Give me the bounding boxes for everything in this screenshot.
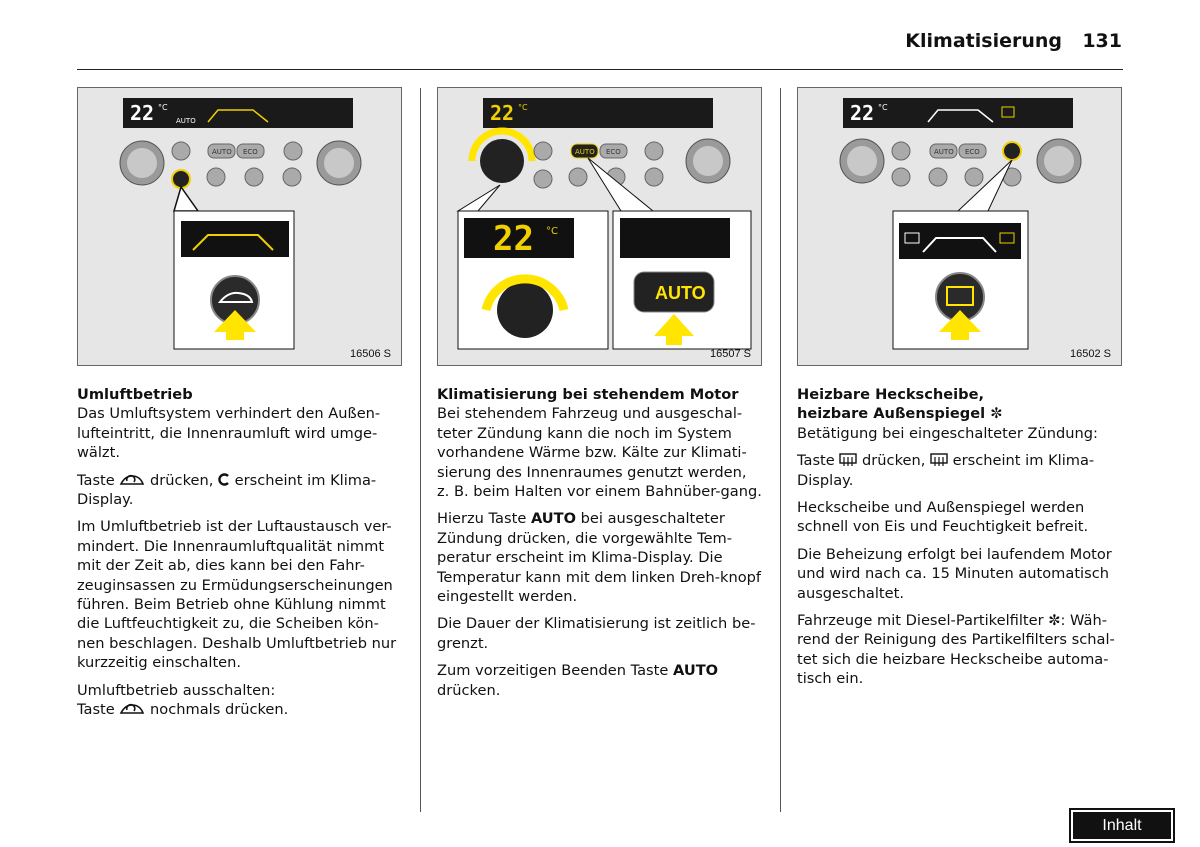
section-heading: Klimatisierung bei stehendem Motor	[437, 386, 739, 403]
rear-window-heating-icon	[930, 453, 948, 467]
figure-code: 16507 S	[710, 348, 751, 360]
svg-text:°C: °C	[158, 103, 168, 112]
svg-text:22: 22	[850, 101, 875, 125]
svg-text:°C: °C	[518, 103, 528, 112]
svg-text:22: 22	[490, 101, 515, 125]
svg-text:ECO: ECO	[965, 148, 980, 156]
svg-text:°C: °C	[546, 226, 558, 237]
svg-text:22: 22	[493, 219, 534, 259]
rear-window-heating-icon	[839, 453, 857, 467]
contents-button[interactable]: Inhalt	[1069, 808, 1175, 843]
paragraph: Hierzu Taste AUTO bei ausgeschalteter Zündung drücken, die vorgewählte Tem-peratur erscheint im Klima-Display. Die Temperatur kann mit dem linken Dreh-knopf eingestellt werden.	[437, 510, 762, 606]
paragraph: Betätigung bei eingeschalteter Zündung:	[797, 424, 1098, 442]
page-number: 131	[1082, 30, 1122, 52]
paragraph: Taste drücken, erscheint im Klima-Display.	[77, 471, 377, 509]
paragraph: Die Dauer der Klimatisierung ist zeitlich be-grenzt.	[437, 615, 756, 652]
svg-text:AUTO: AUTO	[934, 148, 954, 156]
svg-text:AUTO: AUTO	[212, 148, 232, 156]
svg-text:ECO: ECO	[606, 148, 621, 156]
figure-code: 16506 S	[350, 348, 391, 360]
section-heading: heizbare Außenspiegel ✼	[797, 405, 1003, 423]
paragraph: Im Umluftbetrieb ist der Luftaustausch ver-mindert. Die Innenraumluftqualität nimmt mit der Zeit ab, dies kann bei den Fahr-zeuginsassen zu Ermüdungserscheinungen führen. Beim Betrieb ohne Kühlung nimmt die Luftfeuchtigkeit zu, die Scheiben kön-nen beschlagen. Deshalb Umluftbetrieb nur kurzzeitig einschalten.	[77, 518, 397, 672]
paragraph: Heckscheibe und Außenspiegel werden schnell von Eis und Feuchtigkeit befreit.	[797, 499, 1089, 536]
recirculation-symbol-icon	[218, 473, 230, 487]
paragraph: Taste drücken, erscheint im Klima-Display.	[797, 452, 1095, 489]
column-recirculation	[77, 385, 402, 728]
paragraph: Fahrzeuge mit Diesel-Partikelfilter ✼: Wäh-rend der Reinigung des Partikelfilters schal-tet sich die heizbare Heckscheibe automa-tisch ein.	[797, 612, 1115, 688]
paragraph: Die Beheizung erfolgt bei laufendem Motor und wird nach ca. 15 Minuten automatisch ausgeschaltet.	[797, 545, 1112, 602]
section-heading: Heizbare Heckscheibe,	[797, 386, 985, 403]
figure-heated-window	[797, 87, 1122, 366]
svg-text:AUTO: AUTO	[575, 148, 595, 156]
figure-auto-standing	[437, 87, 762, 366]
figure-recirculation	[77, 87, 402, 366]
svg-text:ECO: ECO	[243, 148, 258, 156]
display-temp: 22	[130, 101, 155, 125]
column-divider	[420, 88, 421, 812]
recirculation-button-icon	[119, 702, 145, 716]
header-rule	[77, 69, 1123, 70]
chapter-title: Klimatisierung	[905, 30, 1062, 52]
column-heated-window	[797, 385, 1122, 697]
paragraph: Umluftbetrieb ausschalten: Taste nochmals drücken.	[77, 681, 289, 719]
column-auto-standing	[437, 385, 762, 708]
optional-equipment-icon: ✼	[1048, 612, 1061, 630]
figure-code: 16502 S	[1070, 348, 1111, 360]
paragraph: Zum vorzeitigen Beenden Taste AUTO drücken.	[437, 662, 719, 699]
paragraph: Das Umluftsystem verhindert den Außen-lufteintritt, die Innenraumluft wird umge-wälzt.	[77, 405, 381, 462]
svg-text:°C: °C	[878, 103, 888, 112]
paragraph: Bei stehendem Fahrzeug und ausgeschal-teter Zündung kann die noch im System vorhandene Wärme bzw. Kälte zur Klimati-sierung des Innenraumes genutzt werden, z. B. beim Halten vor einem Bahnüber-gang.	[437, 405, 762, 501]
column-divider	[780, 88, 781, 812]
zoom-auto-label: AUTO	[655, 283, 706, 303]
recirculation-button-icon	[119, 473, 145, 487]
optional-equipment-icon: ✼	[990, 405, 1003, 423]
section-heading: Umluftbetrieb	[77, 386, 193, 403]
svg-text:AUTO: AUTO	[176, 117, 196, 125]
